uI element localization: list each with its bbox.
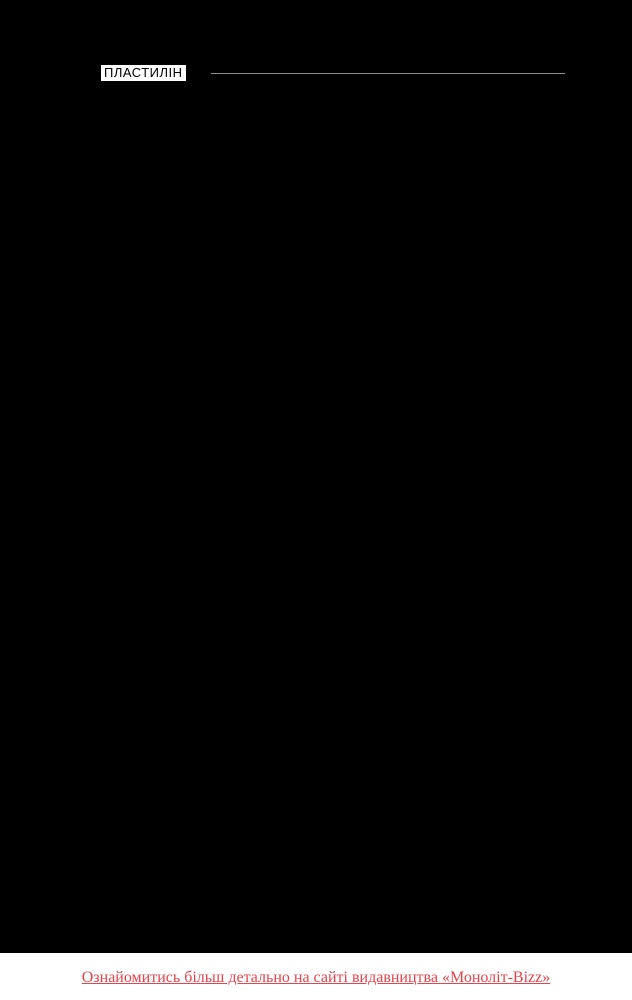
- text-line: збивало ще до гудка. Хотілося вірити, що його но-: [101, 194, 565, 213]
- text-line: як кажуть, щоб на добре не вийшло. Мабуть, так: [101, 366, 565, 386]
- text-line: мер був внесений до чорних списків їхніх телефо-: [101, 228, 565, 248]
- text-line: ються в студії й там за довгим столом з вісьмома: [101, 780, 565, 800]
- text-line: Тим часом Кекс уже почав телефонувати до сво-: [137, 125, 565, 144]
- running-title: ПЛАСТИЛІН: [101, 65, 186, 81]
- text-line: нів. З іншого боку, закрадалася зловтіха: класно: [101, 263, 565, 282]
- text-line: цівників радіо, телебачення та зв'язку! А він забув: [101, 504, 565, 524]
- text-line: в якому було все. Так, вони ж традиційно збирають-: [101, 677, 565, 696]
- text-line: ло, аж до спазму – вони ж святкували День радіо!: [101, 435, 565, 455]
- text-line: і сталося. Але раптом у животі неприємно похоло-: [101, 401, 565, 420]
- running-header: [101, 63, 565, 83]
- text-line: мікрофонами продовжують «кураж-базар»... Блін!: [101, 815, 565, 834]
- text-line: і заготовками, а ще полетіли тюнери. Немає злого,: [101, 332, 565, 351]
- text-line: було б, якби пульт згорів, вибухнув комп з архівом: [101, 297, 565, 317]
- page-number: 24: [309, 900, 323, 915]
- text-line: їх колишніх колег, з якими товаришував. Дзвінок: [101, 159, 565, 179]
- header-rule: [211, 73, 565, 74]
- body-text: [101, 118, 565, 843]
- text-line: но треба зараз! Хоч навздогін! Він хаотично гортав: [101, 573, 565, 593]
- text-line: Учора було шістнадцяте листопада – День пра-: [101, 470, 565, 489]
- publisher-site-link[interactable]: Ознайомитись більш детально на сайті видавництва «Моноліт-Bizz»: [81, 969, 551, 986]
- text-line: ся на восьму вечора в кав'ярні «Гаун», а потім, після: [101, 711, 565, 731]
- text-line: привітати друзів з колишньої роботи, то неодмін-: [101, 539, 565, 558]
- text-line: мок, шквалу емоцій і перегару вчорашнього драйву,: [101, 642, 565, 662]
- text-line: список набраних. Голова набрякала від безлічі ду-: [101, 608, 565, 627]
- text-line: двадцять третьої, йдуть добирати на офіс: зачиня-: [101, 746, 565, 765]
